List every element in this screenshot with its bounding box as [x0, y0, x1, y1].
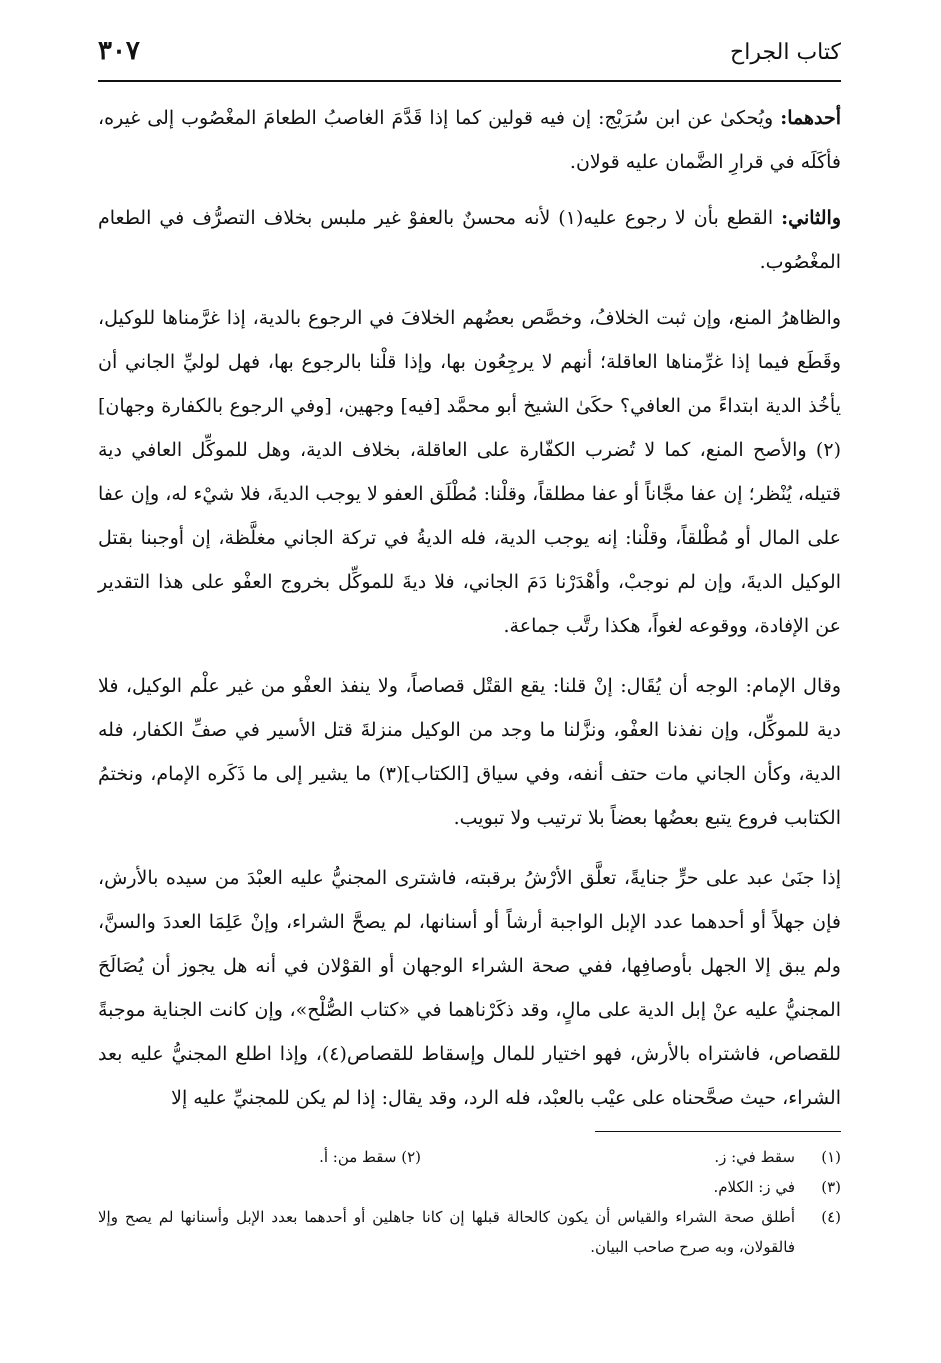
- running-header: [98, 34, 841, 74]
- footnote-4-text: أطلق صحة الشراء والقياس أن يكون كالحالة قبلها إن كانا جاهلين أو أحدهما بعدد الإبل وأسنانها لم يصح وإلا فالقولان، وبه صرح صاحب البيان.: [98, 1208, 795, 1256]
- main-text: [98, 96, 841, 1136]
- paragraph-5: إذا جنَىٰ عبد على حرٍّ جنايةً، تعلَّق الأرْشُ برقبته، فاشترى المجنيُّ عليه العبْدَ من سيده بالأرش، فإن جهلاً أو أحدهما عدد الإبل الواجبة أرشاً أو أسنانها، لم يصحَّ الشراء، وإنْ عَلِمَا العددَ والسنَّ، ولم يبق إلا الجهل بأوصافِها، ففي صحة الشراء الوجهان أو القوْلان في أنه هل يجوز أن يُصَالَحَ المجنيُّ عليه عنْ إبل الدية على مالٍ، وقد ذكَرْناهما في «كتاب الصُّلْح»، وإن كانت الجناية موجبةً للقصاص، فاشتراه بالأرش، فهو اختيار للمال وإسقاط للقصاص(٤)، وإذا اطلع المجنيُّ عليه بعد الشراء، حيث صحَّحناه على عيْب بالعبْد، فله الرد، وقد يقال: إذا لم يكن للمجنيِّ عليه إلا: [98, 867, 841, 1109]
- footnote-2-text: سقط من: أ.: [319, 1148, 397, 1166]
- footnote-3-text: في ز: الكلام.: [713, 1178, 795, 1196]
- paragraph-2: [98, 196, 841, 284]
- footnote-3: [98, 1172, 841, 1202]
- footnotes: [98, 1142, 841, 1262]
- paragraph-1: [98, 96, 841, 184]
- paragraph-4: وقال الإمام: الوجه أن يُقَال: إنْ قلنا: يقع القتْل قصاصاً، ولا ينفذ العفْو من غير علْم الوكيل، فلا دية للموكِّل، وإن نفذنا العفْو، ونزَّلنا ما وجد من الوكيل منزلةَ قتل الأسير في صفِّ الكفار، فله الدية، وكأن الجاني مات حتف أنفه، وفي سياق [الكتاب](٣) ما يشير إلى ما ذَكَره الإمام، ونختمُ الكتابب فروع يتبع بعضُها بعضاً بلا ترتيب ولا تبويب.: [98, 675, 841, 829]
- footnote-1: [714, 1142, 841, 1172]
- paragraph-1-text: ويُحكىٰ عن ابن سُرَيْج: إن فيه قولين كما إذا قَدَّمَ الغاصبُ الطعامَ المغْصُوب إلى غيره، فأكَلَه في قرارِ الضَّمان عليه قولان.: [98, 107, 841, 173]
- footnote-2-number: (٢): [401, 1148, 421, 1166]
- footnote-1-text: سقط في: ز.: [714, 1148, 795, 1166]
- footnote-1-number: (١): [821, 1148, 841, 1166]
- footnote-row-1: [98, 1142, 841, 1172]
- footnote-4: [98, 1202, 841, 1262]
- header-divider: [98, 80, 841, 82]
- paragraph-3: والظاهرُ المنع، وإن ثبت الخلافُ، وخصَّص بعضُهم الخلافَ في الرجوع بالدية، إذا غرَّمناها للوكيل، وقَطَع فيما إذا غرِّمناها العاقلة؛ أنهم لا يرجِعُون بها، وإذا قلْنا بالرجوع بها، فهل لوليِّ الجاني أن يأخُذ الدية ابتداءً من العافي؟ حكَىٰ الشيخ أبو محمَّد [فيه] وجهين، [وفي الرجوع بالكفارة وجهان](٢) والأصح المنع، كما لا تُضرب الكفّارة على العاقلة، بخلاف الدية، وهل للموكِّل العافي دية قتيله، يُنْظر؛ إن عفا مجَّاناً أو عفا مطلقاً، وقلْنا: مُطْلَق العفو لا يوجب الديةَ، فلا شيْء له، وإن عفا على المال أو مُطْلقاً، وقلْنا: إنه يوجب الدية، فله الديةُ في تركة الجاني مغلَّظة، إن أوجبنا بقتل الوكيل الديةَ، وإن لم نوجبْ، وأهْدَرْنا دَمَ الجاني، فلا ديةَ للموكِّل بخروج العفْو على هذا التقدير عن الإفادة، ووقوعه لغواً، هكذا رتَّب جماعة.: [98, 307, 841, 637]
- chapter-title: كتاب الجراح: [730, 40, 841, 65]
- page-number: ٣٠٧: [98, 36, 140, 66]
- footnote-divider: [595, 1131, 841, 1132]
- paragraph-1-lead: أحدهما:: [780, 107, 841, 129]
- footnote-2: [319, 1142, 421, 1172]
- paragraph-2-text: القطع بأن لا رجوع عليه(١) لأنه محسنٌ بالعفوْ غير ملبس بخلاف التصرُّف في الطعام المغْصُوب.: [98, 207, 841, 273]
- footnote-4-number: (٤): [821, 1208, 841, 1226]
- paragraph-2-lead: والثاني:: [781, 207, 841, 229]
- footnote-3-number: (٣): [821, 1178, 841, 1196]
